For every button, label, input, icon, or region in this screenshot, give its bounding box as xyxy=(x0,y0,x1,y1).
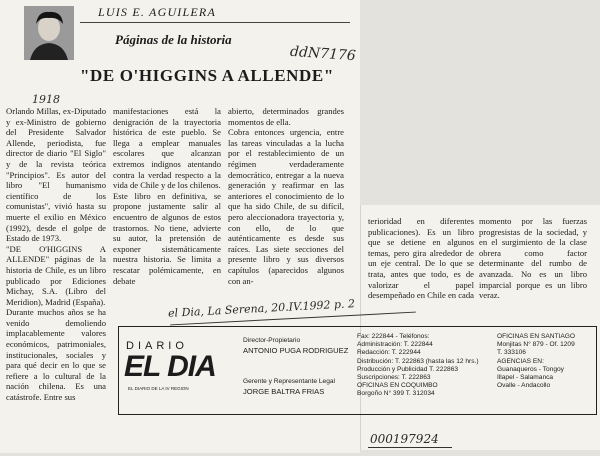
author-photo xyxy=(24,6,74,60)
phone-directory: Fax: 222844 - Teléfonos: Administración: T. 222844 Redacción: T. 222944 Distribución: T. 222863 (hasta las 12 hrs.) Producción y Publicidad T. 222863 Suscripciones: T. 222863 OFICINAS EN COQUIMBO Borgoño N° 399 T. 312034 xyxy=(357,333,479,398)
masthead-tagline: EL DIARIO DE LA IV REGION xyxy=(128,386,189,391)
article-column-5: momento por las fuerzas progresistas de la sociedad, y en el surgimiento de la clase obrera como factor determinante del rumbo de avanzada. No es un libro imparcial porque es un libro veraz. xyxy=(479,216,587,301)
article-column-1: Orlando Millas, ex-Diputado y ex-Ministro de gobierno del Presidente Salvador Allende, periodista, fue director de diario "El Siglo" y de la revista teórica "Principios". Es autor del libro "El humanismo científico de los comunistas", vivió hasta su muerte el exilio en México (1992), desde el golpe de Estado de 1973. "DE O'HIGGINS A ALLENDE" páginas de la historia de Chile, es un libro publicado por Ediciones Michay, S.A. (Libro del Meridion), Madrid (España). Durante muchos años se ha venido demoliendo implacablemente valores económicos, patrimoniales, institucionales, sociales y para qué decir en lo que se refiere a lo cultural de la nación chilena. Es una catástrofe. Entre sus xyxy=(6,106,106,403)
gerente-name: JORGE BALTRA FRIAS xyxy=(243,387,325,396)
article-column-3: abierto, determinados grandes momentos de ella. Cobra entonces urgencia, entre las tareas vinculadas a la lucha por el restablecimiento de un régimen verdaderamente democrático, entregar a la nueva generación y reafirmar en las anteriores el conocimiento de lo que ha sido Chile, de su difícil, pero aleccionadora trayectoria y, con ello, de lo que auténticamente es desde sus raíces. Las siete secciones del presente libro y sus diversos capítulos (aparecidos algunos con an- xyxy=(228,106,344,286)
handwritten-code-top: ddN7176 xyxy=(289,43,357,65)
article-column-2: manifestaciones está la denigración de la trayectoria histórica de este pueblo. Se llega a emplear manuales escolares que alcanzan extremos indignos atentando contra la verdad respecto a la vida de Chile y de los chilenos. Este libro en definitiva, se propone justamente salir al encuentro de algunos de estos trastornos. No tiene, advierte su autor, la pretensión de exponer sistemáticamente nuestra historia. Se limita a rescatar polémicamente, en debate xyxy=(113,106,221,286)
director-name: ANTONIO PUGA RODRIGUEZ xyxy=(243,346,349,355)
article-title: "DE O'HIGGINS A ALLENDE" xyxy=(80,66,334,85)
handwritten-citation: el Dia, La Serena, 20.IV.1992 p. 2 xyxy=(167,297,356,320)
gerente-label: Gerente y Representante Legal xyxy=(243,378,336,385)
section-title: Páginas de la historia xyxy=(115,32,232,47)
code-bottom-underline xyxy=(368,447,452,448)
author-name: LUIS E. AGUILERA xyxy=(98,5,216,19)
author-rule xyxy=(80,22,350,23)
masthead-diario: DIARIO xyxy=(126,340,188,352)
article-column-4: terioridad en diferentes publicaciones). Es un libro que se detiene en algunos temas, pero gira alrededor de un eje central. De lo que se trata, antes que todo, es de valorizar el papel desempeñado en Chile en cada xyxy=(368,216,474,301)
handwritten-code-bottom: 000197924 xyxy=(370,432,439,446)
portrait-image xyxy=(24,6,74,60)
director-label: Director-Propietario xyxy=(243,337,301,344)
masthead-logo: EL DIA xyxy=(124,350,216,383)
handwritten-year: 1918 xyxy=(32,93,60,106)
office-directory: OFICINAS EN SANTIAGO Monjitas N° 879 - Of. 1209 T. 333106 AGENCIAS EN: Guanaqueros - Tongoy Illapel - Salamanca Ovalle - Andacollo xyxy=(497,333,576,390)
